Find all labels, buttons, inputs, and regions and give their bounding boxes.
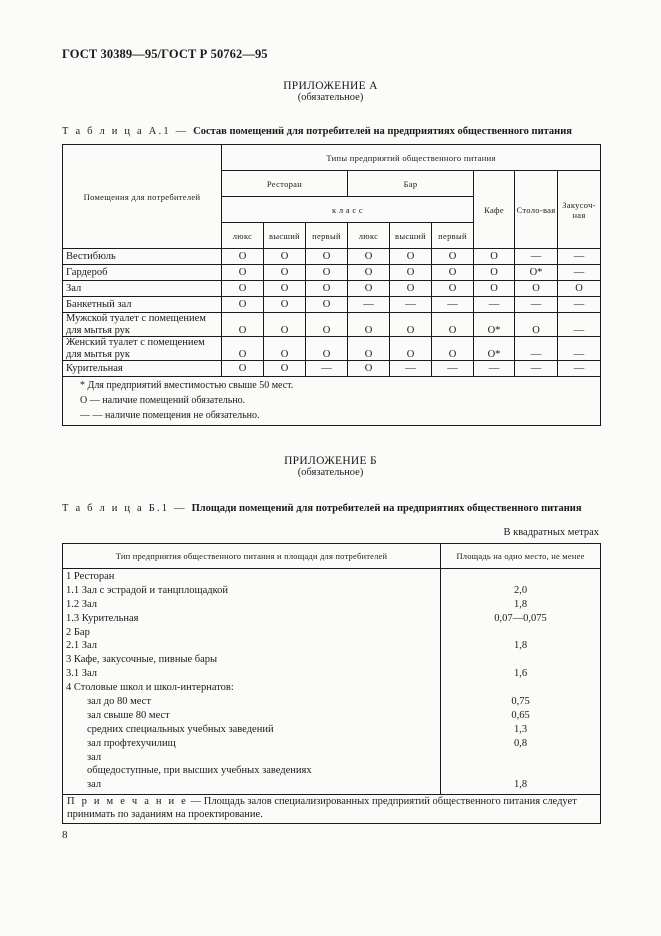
class-label: первый (306, 223, 348, 249)
area-value: 1,6 (513, 668, 528, 680)
table-a1-caption (62, 126, 572, 137)
presence-cell: О (222, 249, 264, 265)
presence-cell: О (474, 281, 515, 297)
list-item: зал (87, 779, 102, 791)
room-name: Вестибюль (63, 249, 222, 265)
note-line: О — наличие помещений обязательно. (80, 395, 246, 406)
header-class: к л а с с (222, 197, 474, 223)
note-line: * Для предприятий вместимостью свыше 50 мест. (80, 380, 294, 391)
presence-cell: О (306, 265, 348, 281)
header-rooms: Помещения для потребителей (63, 145, 222, 249)
table-a1-caption-title: Состав помещений для потребителей на предприятиях общественного питания (193, 126, 572, 137)
presence-cell: О (432, 249, 474, 265)
presence-cell: О (390, 265, 432, 281)
presence-cell: О (474, 265, 515, 281)
area-value: 1,8 (513, 640, 528, 652)
presence-cell: — (558, 337, 601, 361)
presence-cell: О (264, 313, 306, 337)
presence-cell: О (348, 337, 390, 361)
appendix-a-status: (обязательное) (297, 92, 364, 103)
presence-cell: О (515, 281, 558, 297)
list-item: 3 Кафе, закусочные, пивные бары (66, 654, 218, 666)
presence-cell: О (306, 313, 348, 337)
presence-cell: — (474, 297, 515, 313)
class-label: люкс (348, 223, 390, 249)
presence-cell: О (432, 265, 474, 281)
area-value (441, 626, 600, 640)
list-item: зал до 80 мест (87, 696, 151, 708)
class-label: первый (432, 223, 474, 249)
list-item: 1.1 Зал с эстрадой и танцплощадкой (66, 584, 229, 596)
presence-cell: — (515, 337, 558, 361)
presence-cell: — (558, 313, 601, 337)
table-row (63, 281, 601, 297)
header-area-per-seat: Площадь на одно место, не менее (441, 544, 601, 569)
presence-cell: О (264, 297, 306, 313)
presence-cell: О (348, 249, 390, 265)
room-name: Зал (63, 281, 222, 297)
area-value (441, 681, 600, 695)
presence-cell: О (306, 337, 348, 361)
table-a1-notes (63, 377, 601, 426)
header-canteen: Столо-вая (515, 171, 558, 249)
presence-cell: — (558, 297, 601, 313)
list-item: 1 Ресторан (66, 571, 115, 582)
appendix-b-status: (обязательное) (297, 467, 364, 478)
table-row (63, 337, 601, 361)
presence-cell: О (432, 281, 474, 297)
table-a1 (62, 144, 601, 426)
room-name: Гардероб (63, 265, 222, 281)
presence-cell: О (306, 249, 348, 265)
list-item: зал свыше 80 мест (87, 709, 170, 721)
presence-cell: — (390, 297, 432, 313)
presence-cell: О (348, 361, 390, 377)
presence-cell: О (348, 281, 390, 297)
header-snack-bar: Закусоч-ная (558, 171, 601, 249)
area-value: 1,8 (513, 598, 528, 610)
note-text: — Площадь залов специализированных предприятий общественного питания следует принимать по заданиям на проектирование. (67, 796, 577, 820)
table-row (63, 265, 601, 281)
area-value: 2,0 (513, 584, 528, 596)
list-item: 1.2 Зал (66, 598, 98, 610)
area-value (441, 653, 600, 667)
list-item: 2 Бар (66, 626, 90, 638)
presence-cell: О (264, 361, 306, 377)
table-b1-caption-prefix: Т а б л и ц а Б.1 — (62, 503, 192, 514)
area-value (441, 570, 600, 584)
header-restaurant: Ресторан (222, 171, 348, 197)
presence-cell: О (432, 313, 474, 337)
presence-cell: О* (474, 313, 515, 337)
table-row (63, 313, 601, 337)
header-types: Типы предприятий общественного питания (222, 145, 601, 171)
type-column (63, 569, 441, 795)
presence-cell: — (558, 249, 601, 265)
table-b1-caption-title: Площади помещений для потребителей на предприятиях общественного питания (191, 503, 582, 514)
presence-cell: О (264, 281, 306, 297)
header-bar: Бар (348, 171, 474, 197)
presence-cell: — (348, 297, 390, 313)
presence-cell: О (222, 361, 264, 377)
area-value: 1,3 (513, 723, 528, 735)
note-line: — — наличие помещения не обязательно. (80, 410, 260, 421)
header-cafe: Кафе (474, 171, 515, 249)
units-label: В квадратных метрах (503, 527, 599, 538)
appendix-a-title: ПРИЛОЖЕНИЕ А (283, 80, 378, 92)
presence-cell: О (222, 297, 264, 313)
room-name: Банкетный зал (63, 297, 222, 313)
table-b1-caption (62, 503, 582, 514)
presence-cell: — (558, 265, 601, 281)
presence-cell: О (348, 265, 390, 281)
header-type-area: Тип предприятия общественного питания и площади для потребителей (63, 544, 441, 569)
class-label: люкс (222, 223, 264, 249)
list-item: 2.1 Зал (66, 640, 98, 652)
appendix-b-title: ПРИЛОЖЕНИЕ Б (284, 455, 377, 467)
note-label: П р и м е ч а н и е (67, 796, 189, 808)
table-row (63, 297, 601, 313)
presence-cell: О (222, 337, 264, 361)
presence-cell: — (306, 361, 348, 377)
class-label: высший (390, 223, 432, 249)
presence-cell: — (515, 361, 558, 377)
table-a1-caption-prefix: Т а б л и ц а А.1 — (62, 126, 194, 137)
presence-cell: О (306, 297, 348, 313)
presence-cell: О (432, 337, 474, 361)
list-item: средних специальных учебных заведений (87, 723, 274, 735)
area-value: 0,75 (511, 696, 530, 708)
presence-cell: — (432, 297, 474, 313)
area-value: 0,8 (513, 737, 528, 749)
presence-cell: О (222, 281, 264, 297)
presence-cell: О (264, 249, 306, 265)
room-name: Курительная (63, 361, 222, 377)
area-value: 0,65 (511, 709, 530, 721)
presence-cell: О (264, 265, 306, 281)
list-item: зал профтехучилищ (87, 737, 176, 749)
table-b1-note (63, 795, 601, 824)
presence-cell: О (474, 249, 515, 265)
table-row (63, 361, 601, 377)
area-value: 0,07—0,075 (494, 612, 547, 624)
presence-cell: — (515, 249, 558, 265)
presence-cell: — (390, 361, 432, 377)
presence-cell: О (390, 281, 432, 297)
appendix-a-heading (0, 80, 661, 103)
presence-cell: О (222, 265, 264, 281)
presence-cell: О (390, 249, 432, 265)
room-name: Женский туалет с помещением для мытья рук (63, 337, 222, 361)
area-value: 1,8 (513, 779, 528, 791)
list-item: 1.3 Курительная (66, 612, 139, 624)
presence-cell: О (264, 337, 306, 361)
appendix-b-heading (0, 455, 661, 478)
room-name: Мужской туалет с помещением для мытья рук (63, 313, 222, 337)
class-label: высший (264, 223, 306, 249)
presence-cell: — (558, 361, 601, 377)
area-column (441, 569, 601, 795)
list-item: общедоступные, при высших учебных заведениях (87, 765, 312, 777)
page-number: 8 (62, 829, 68, 841)
presence-cell: О* (474, 337, 515, 361)
presence-cell: О (348, 313, 390, 337)
presence-cell: — (515, 297, 558, 313)
presence-cell: О (390, 313, 432, 337)
presence-cell: О (222, 313, 264, 337)
list-item: 3.1 Зал (66, 668, 98, 680)
presence-cell: О (558, 281, 601, 297)
area-value (441, 751, 600, 765)
area-value (441, 764, 600, 778)
presence-cell: — (474, 361, 515, 377)
presence-cell: — (432, 361, 474, 377)
presence-cell: О (515, 313, 558, 337)
list-item: 4 Столовые школ и школ-интернатов: (66, 682, 234, 694)
presence-cell: О (390, 337, 432, 361)
list-item: зал (87, 751, 102, 763)
presence-cell: О (306, 281, 348, 297)
table-b1 (62, 543, 601, 824)
table-row (63, 249, 601, 265)
document-header: ГОСТ 30389—95/ГОСТ Р 50762—95 (62, 47, 268, 61)
presence-cell: О* (515, 265, 558, 281)
